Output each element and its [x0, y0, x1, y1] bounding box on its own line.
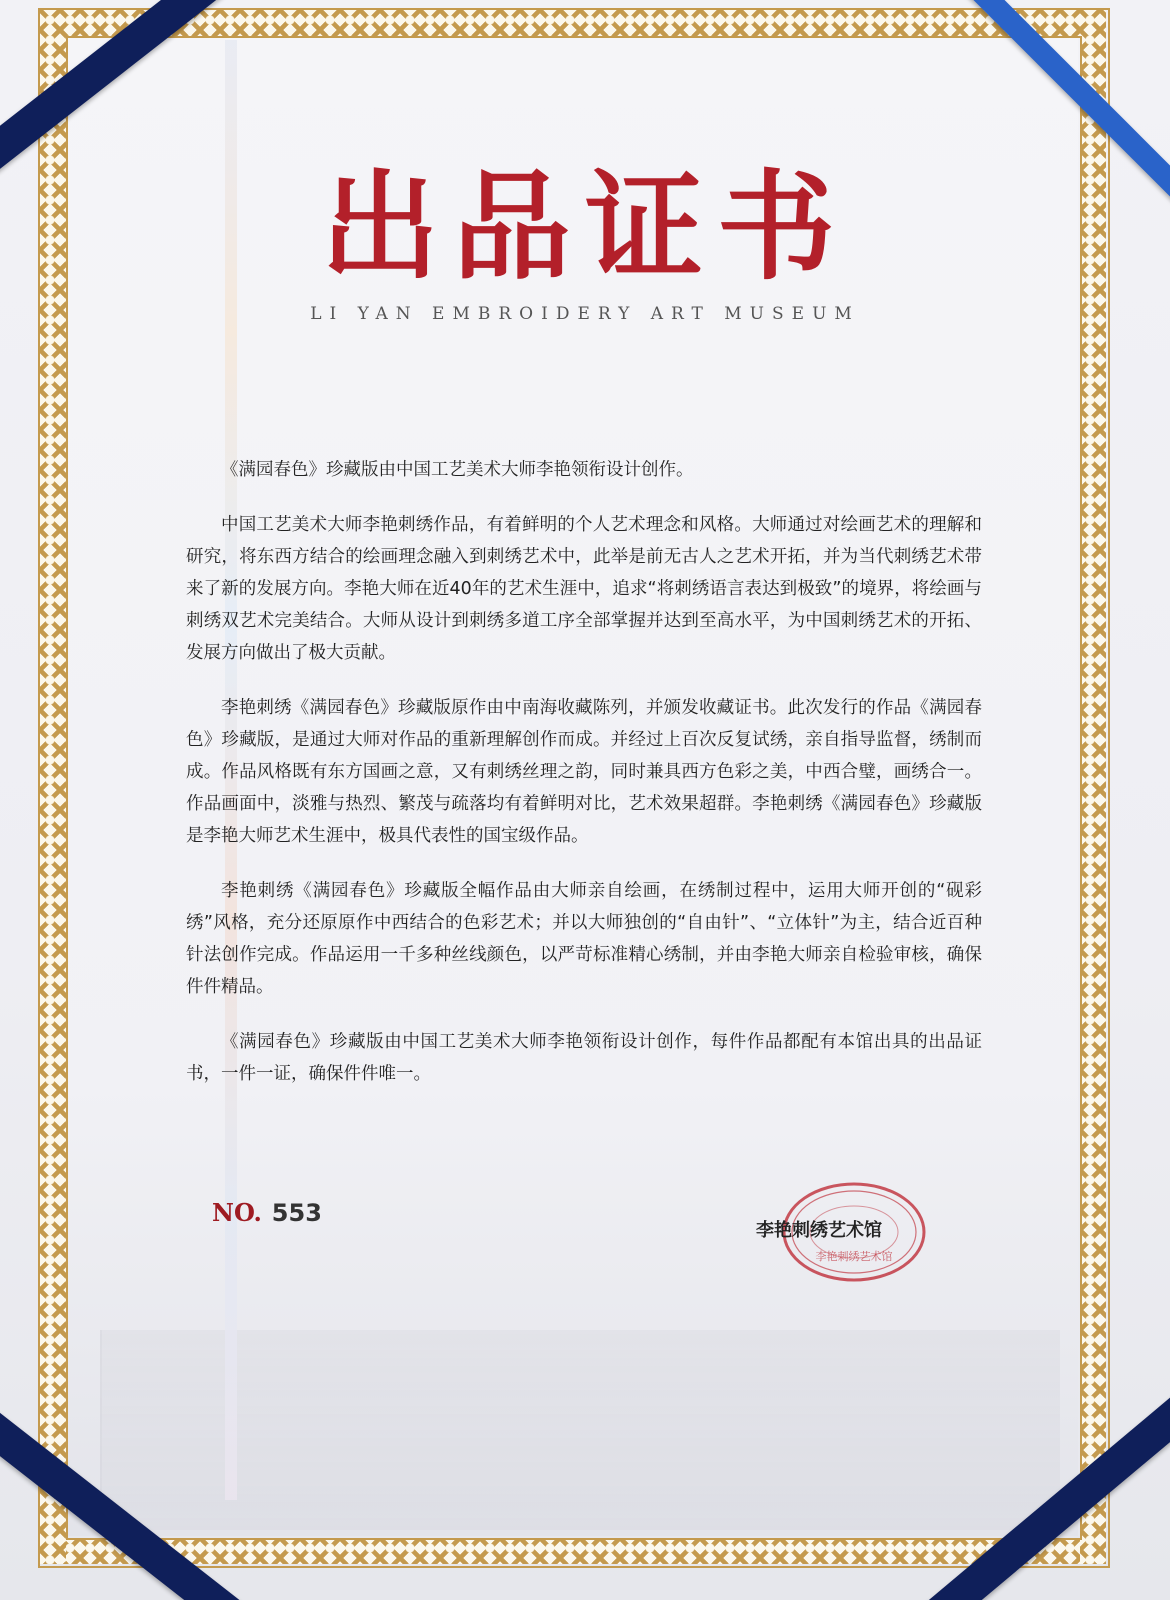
body-paragraph: 中国工艺美术大师李艳刺绣作品，有着鲜明的个人艺术理念和风格。大师通过对绘画艺术的理解和研究，将东西方结合的绘画理念融入到刺绣艺术中，此举是前无古人之艺术开拓，并为当代刺绣艺术带来了新的发展方向。李艳大师在近40年的艺术生涯中，追求“将刺绣语言表达到极致”的境界，将绘画与刺绣双艺术完美结合。大师从设计到刺绣多道工序全部掌握并达到至高水平，为中国刺绣艺术的开拓、发展方向做出了极大贡献。: [186, 515, 982, 663]
body-paragraph: 《满园春色》珍藏版由中国工艺美术大师李艳领衔设计创作。: [221, 460, 694, 480]
body-paragraph: 李艳刺绣《满园春色》珍藏版原作由中南海收藏陈列，并颁发收藏证书。此次发行的作品《满园春色》珍藏版，是通过大师对作品的重新理解创作而成。并经过上百次反复试绣，亲自指导监督，绣制而成。作品风格既有东方国画之意，又有刺绣丝理之韵，同时兼具西方色彩之美，中西合璧，画绣合一。作品画面中，淡雅与热烈、繁茂与疏落均有着鲜明对比，艺术效果超群。李艳刺绣《满园春色》珍藏版是李艳大师艺术生涯中，极具代表性的国宝级作品。: [186, 698, 982, 846]
certificate-title: 出品证书: [320, 157, 849, 296]
serial-label: NO.: [212, 1198, 262, 1227]
border-chain-top: [40, 10, 1104, 36]
body-paragraph: 李艳刺绣《满园春色》珍藏版全幅作品由大师亲自绘画，在绣制过程中，运用大师开创的“砚彩绣”风格，充分还原原作中西结合的色彩艺术；并以大师独创的“自由针”、“立体针”为主，结合近百种针法创作完成。作品运用一千多种丝线颜色，以严苛标准精心绣制，并由李艳大师亲自检验审核，确保件件精品。: [186, 881, 982, 997]
background-building-watermark: [100, 1330, 1060, 1530]
seal-text: 李艳刺绣艺术馆: [815, 1250, 893, 1263]
serial-value: 553: [271, 1199, 322, 1227]
body-paragraph: 《满园春色》珍藏版由中国工艺美术大师李艳领衔设计创作，每件作品都配有本馆出具的出品证书，一件一证，确保件件唯一。: [186, 1032, 982, 1084]
issuer-name: 李艳刺绣艺术馆: [756, 1220, 882, 1241]
border-chain-bottom: [40, 1538, 1104, 1564]
serial-number: [212, 1198, 322, 1227]
certificate-subtitle: LI YAN EMBROIDERY ART MUSEUM: [310, 304, 860, 324]
certificate-body: [186, 454, 982, 1113]
